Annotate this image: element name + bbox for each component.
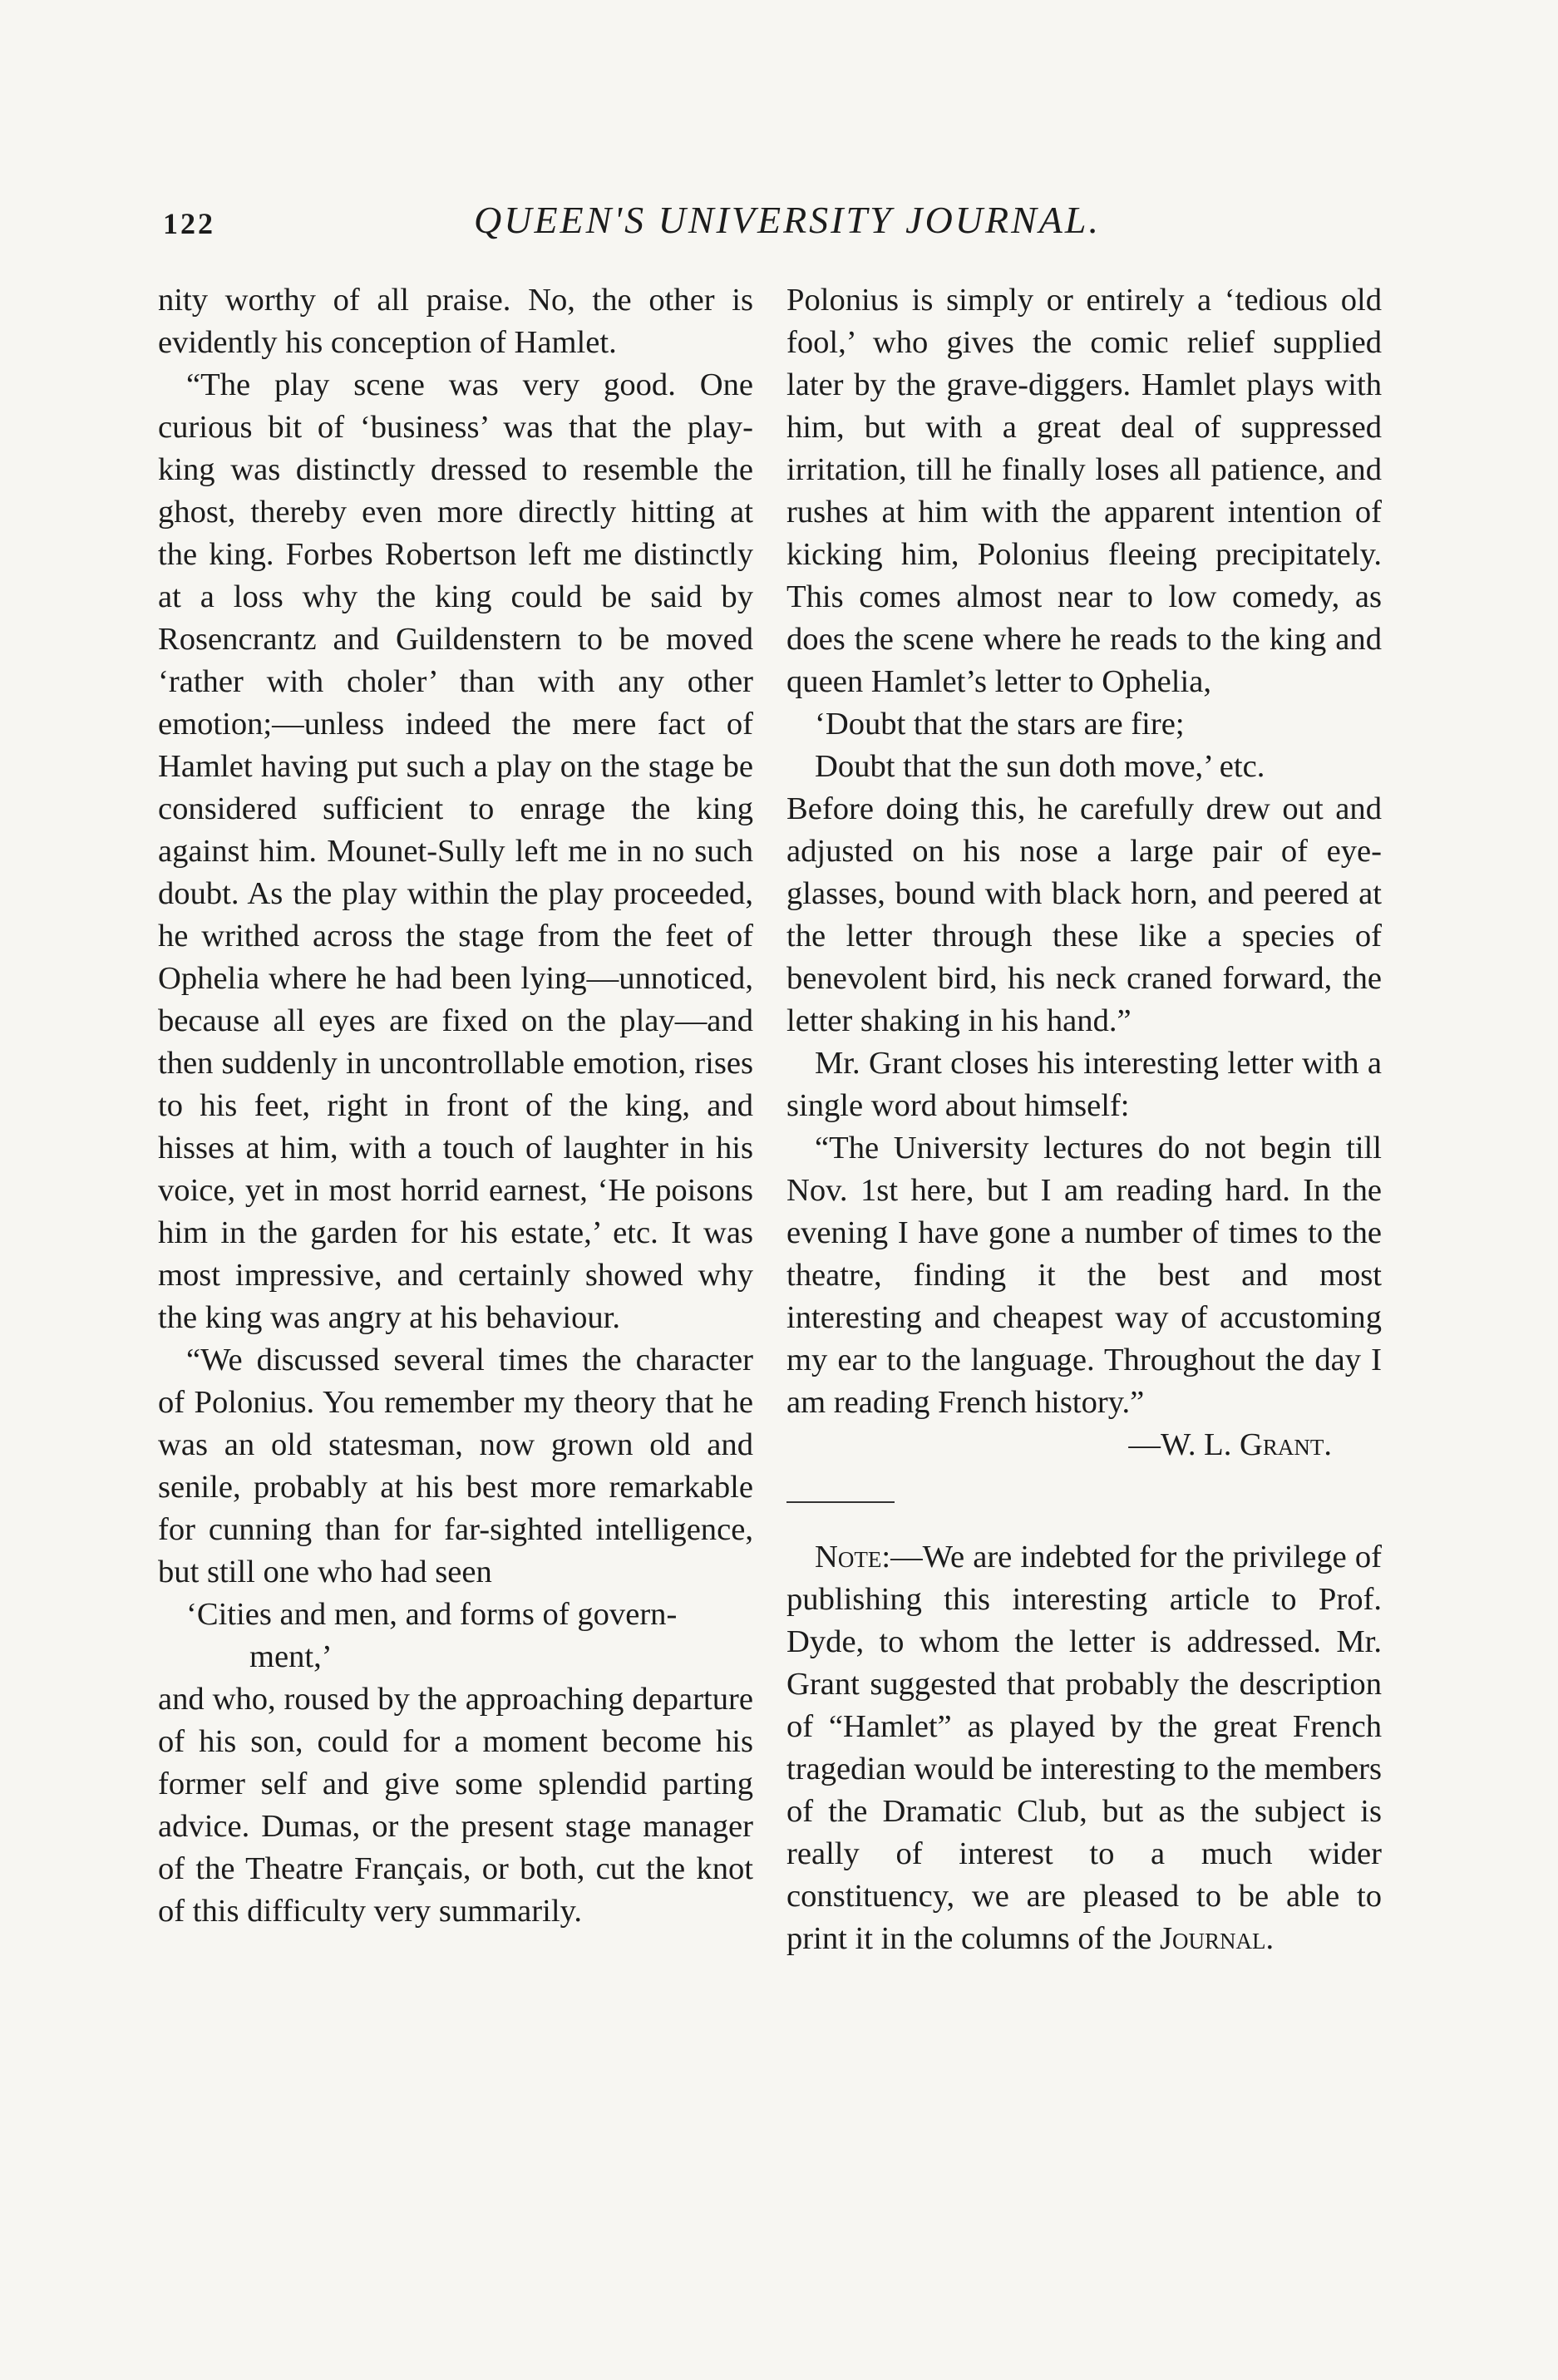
note-label: Note [815, 1540, 882, 1574]
verse-line: ment,’ [249, 1639, 333, 1674]
verse-line: Doubt that the sun doth move,’ etc. [815, 749, 1265, 784]
paragraph: Polonius is simply or entirely a ‘tedious old fool,’ who gives the comic relief supplied later by the grave-diggers. Hamlet plays with him, but with a great deal of suppressed irritation, till he finally loses all patience, and rushes at him with the apparent intention of kicking him, Polonius fleeing precipitately. This comes almost near to low comedy, as does the scene where he reads to the king and queen Hamlet’s letter to Ophelia, [786, 283, 1382, 699]
note-text: :—We are indebted for the privilege of publishing this interesting article to Prof. Dyde, to whom the letter is addressed. Mr. Grant suggested that probably the description of “Hamlet” as played by the great French tragedian would be interesting to the members of the Dramatic Club, but as the subject is really of interest to a much wider constituency, we are pleased to be able to print it in the columns of the [786, 1540, 1382, 1956]
paragraph: and who, roused by the approaching departure of his son, could for a moment become his former self and give some splendid parting advice. Dumas, or the present stage manager of the Theatre Français, or both, cut the knot of this difficulty very summarily. [158, 1682, 753, 1929]
page-number: 122 [163, 207, 215, 240]
right-column [786, 279, 1382, 1960]
note-journal: Journal [1159, 1921, 1266, 1956]
paragraph: Before doing this, he carefully drew out and adjusted on his nose a large pair of eye-glasses, bound with black horn, and peered at the letter through these like a species of benevolent bird, his neck craned forward, the letter shaking in his hand.” [786, 791, 1382, 1038]
verse-line: ‘Cities and men, and forms of govern- [186, 1597, 678, 1632]
paragraph: “The play scene was very good. One curious bit of ‘business’ was that the play-king was distinctly dressed to resemble the ghost, thereby even more directly hitting at the king. Forbes Robertson left me distinctly at a loss why the king could be said by Rosencrantz and Guildenstern to be moved ‘rather with choler’ than with any other emotion;—unless indeed the mere fact of Hamlet having put such a play on the stage be considered sufficient to enrage the king against him. Mounet-Sully left me in no such doubt. As the play within the play proceeded, he writhed across the stage from the feet of Ophelia where he had been lying—unnoticed, because all eyes are fixed on the play—and then suddenly in uncontrollable emotion, rises to his feet, right in front of the king, and hisses at him, with a touch of laughter in his voice, yet in most horrid earnest, ‘He poisons him in the garden for his estate,’ etc. It was most impressive, and certainly showed why the king was angry at his behaviour. [158, 367, 753, 1335]
note-end: . [1265, 1921, 1275, 1956]
signature: —W. L. Grant. [1128, 1427, 1332, 1462]
verse-line: ‘Doubt that the stars are fire; [815, 707, 1185, 742]
paragraph: nity worthy of all praise. No, the other is evidently his conception of Hamlet. [158, 283, 753, 360]
running-title: QUEEN'S UNIVERSITY JOURNAL. [474, 199, 1101, 241]
section-divider [786, 1501, 895, 1503]
left-column [158, 279, 753, 1933]
page-header [163, 198, 1460, 256]
editorial-note [786, 1536, 1382, 1960]
paragraph: Mr. Grant closes his interesting letter with a single word about himself: [786, 1046, 1382, 1123]
paragraph: “We discussed several times the character of Polonius. You remember my theory that he was an old statesman, now grown old and senile, probably at his best more remarkable for cunning than for far-sighted intelligence, but still one who had seen [158, 1343, 753, 1589]
paragraph: “The University lectures do not begin till Nov. 1st here, but I am reading hard. In the evening I have gone a number of times to the theatre, finding it the best and most interesting and cheapest way of accustoming my ear to the language. Throughout the day I am reading French history.” [786, 1131, 1382, 1420]
